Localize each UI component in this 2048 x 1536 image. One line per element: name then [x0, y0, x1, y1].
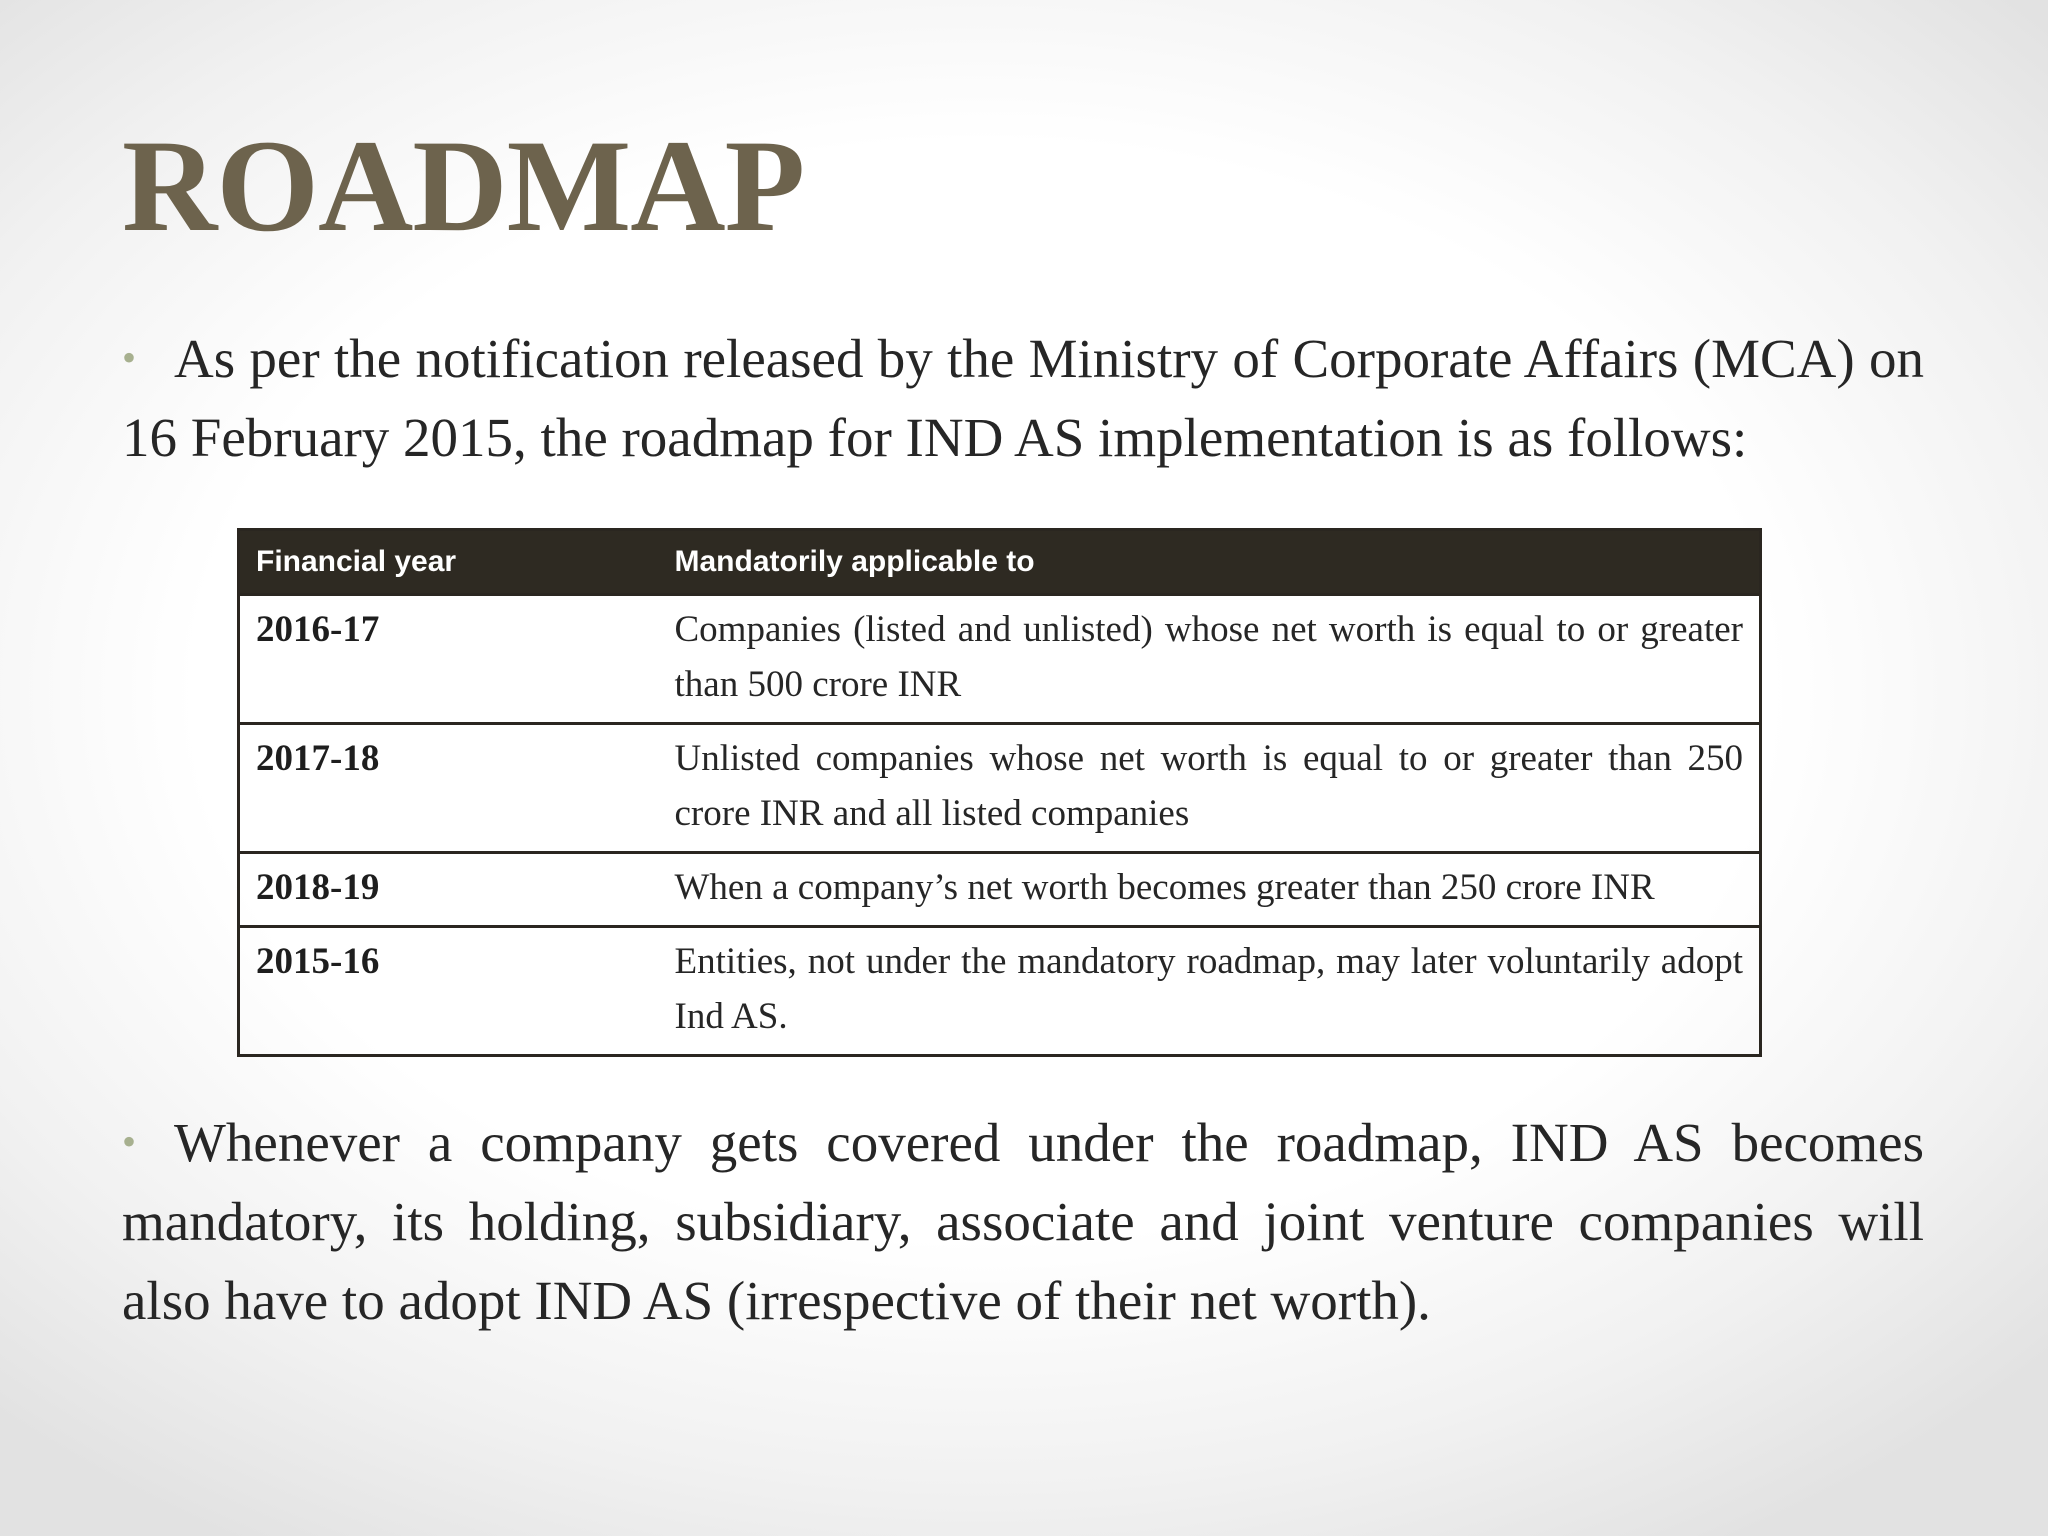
row-applicable: Entities, not under the mandatory roadmap, may later voluntarily adopt Ind AS. [659, 927, 1761, 1056]
bullet-intro [122, 318, 1924, 477]
table-row [239, 927, 1761, 1056]
table-row [239, 853, 1761, 927]
bullet-coverage [122, 1102, 1924, 1340]
bullet-coverage-text: Whenever a company gets covered under the roadmap, IND AS becomes mandatory, its holding, subsidiary, associate and joint venture companies will also have to adopt IND AS (irrespective of their net worth). [122, 1112, 1924, 1331]
header-financial-year: Financial year [239, 530, 659, 595]
row-year: 2017-18 [239, 724, 659, 853]
header-mandatorily-applicable: Mandatorily applicable to [659, 530, 1761, 595]
table-header-row [239, 530, 1761, 595]
bullet-dot-icon: • [122, 335, 137, 380]
roadmap-table [237, 528, 1762, 1057]
row-applicable: Companies (listed and unlisted) whose net worth is equal to or greater than 500 crore INR [659, 595, 1761, 724]
bullet-dot-icon: • [122, 1119, 137, 1164]
row-year: 2018-19 [239, 853, 659, 927]
slide-title: ROADMAP [122, 112, 805, 259]
row-year: 2016-17 [239, 595, 659, 724]
row-applicable: Unlisted companies whose net worth is equal to or greater than 250 crore INR and all listed companies [659, 724, 1761, 853]
row-year: 2015-16 [239, 927, 659, 1056]
table-row [239, 595, 1761, 724]
table-row [239, 724, 1761, 853]
roadmap-table-container [237, 528, 1759, 1057]
row-applicable: When a company’s net worth becomes greater than 250 crore INR [659, 853, 1761, 927]
bullet-intro-text: As per the notification released by the Ministry of Corporate Affairs (MCA) on 16 February 2015, the roadmap for IND AS implementation is as follows: [122, 328, 1924, 468]
